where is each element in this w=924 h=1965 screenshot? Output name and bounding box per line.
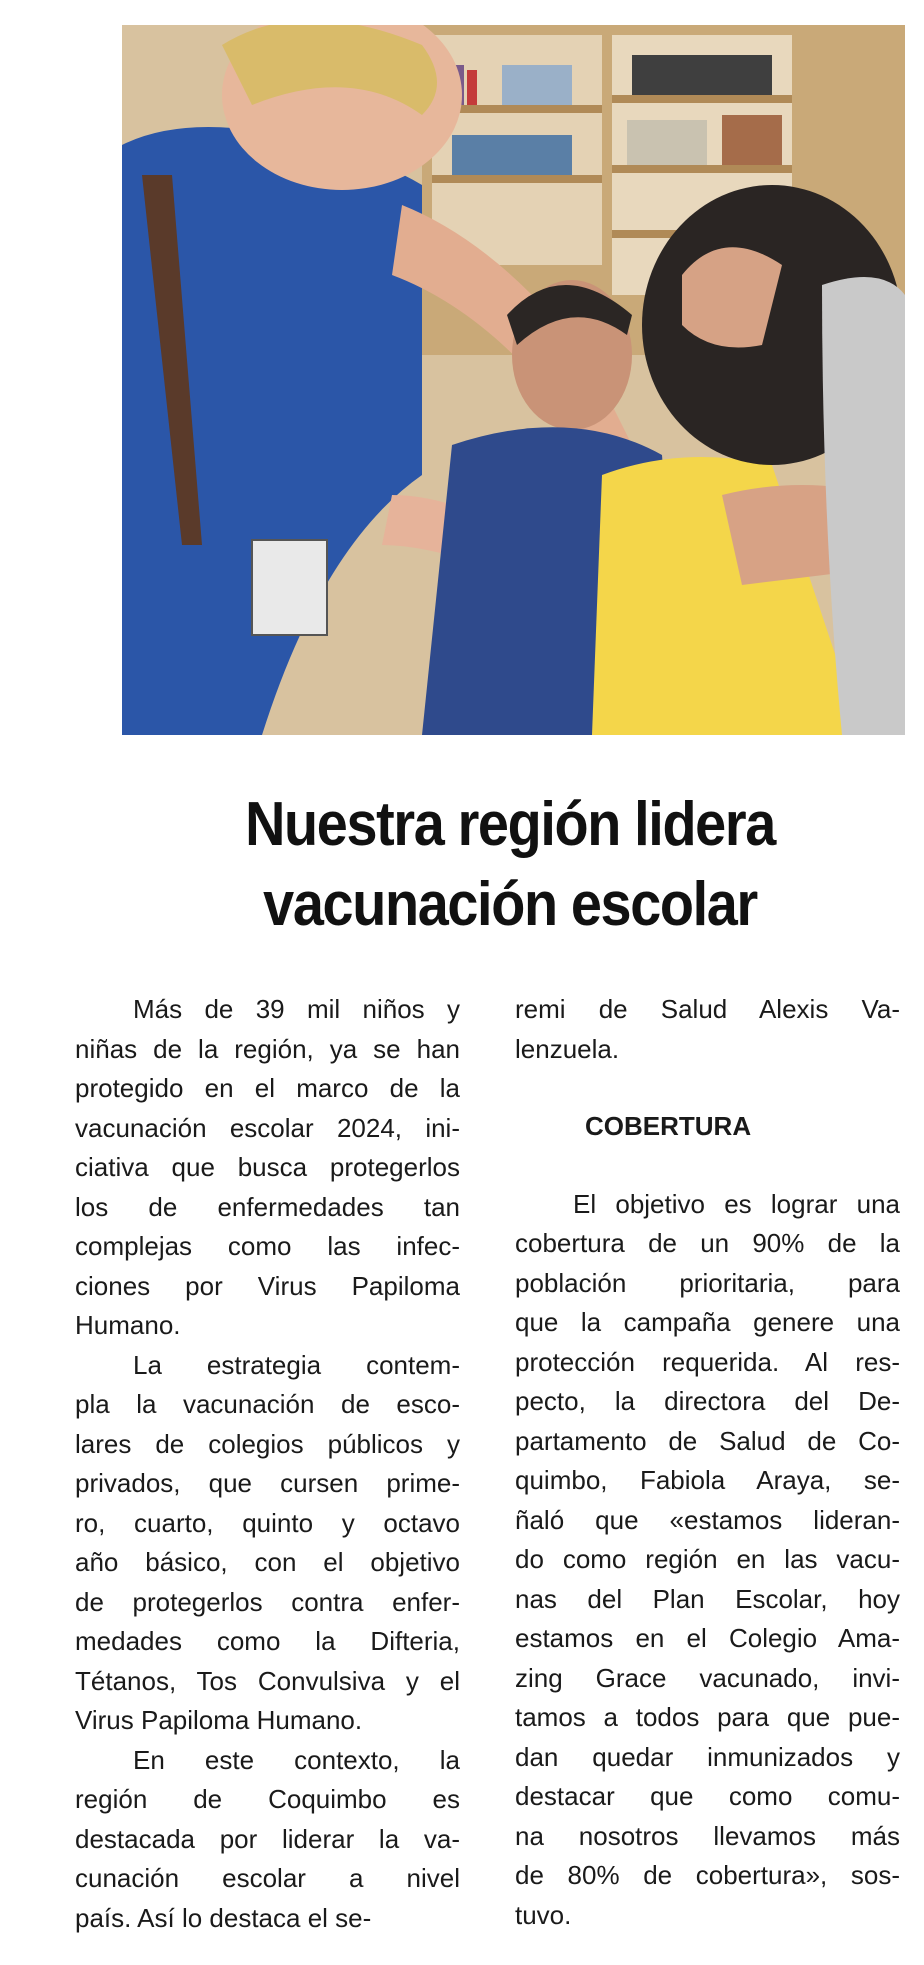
text-line: cobertura de un 90% de la	[515, 1228, 900, 1258]
left-column	[75, 990, 460, 1938]
text-line: ro, cuarto, quinto y octavo	[75, 1507, 460, 1538]
text-line: año básico, con el objetivo	[75, 1547, 460, 1577]
text-line: na nosotros llevamos más	[515, 1820, 900, 1851]
headline-line-1: Nuestra región lidera	[245, 790, 775, 859]
text-line: do como región en las vacu-	[515, 1544, 900, 1574]
text-line: destacada por liderar la va-	[75, 1823, 460, 1854]
text-line: tuvo.	[515, 1899, 572, 1930]
text-line: población prioritaria, para	[515, 1267, 900, 1298]
text-line: nas del Plan Escolar, hoy	[515, 1583, 900, 1614]
text-line: vacunación escolar 2024, ini-	[75, 1112, 460, 1143]
text-line: remi de Salud Alexis Va-	[515, 994, 900, 1024]
paragraph-continued	[515, 990, 900, 1069]
text-line: Más de 39 mil niños y	[133, 994, 460, 1024]
text-line: región de Coquimbo es	[75, 1784, 460, 1814]
text-line: pecto, la directora del De-	[515, 1386, 900, 1416]
vaccination-photo	[122, 25, 905, 735]
text-line: lares de colegios públicos y	[75, 1428, 460, 1459]
paragraph-strategy	[75, 1346, 460, 1741]
headline	[105, 785, 915, 945]
paragraph-context	[75, 1741, 460, 1939]
text-line: ciativa que busca protegerlos	[75, 1152, 460, 1182]
right-column	[515, 990, 900, 1935]
paragraph-intro	[75, 990, 460, 1346]
text-line: protegido en el marco de la	[75, 1073, 460, 1103]
text-line: Virus Papiloma Humano.	[75, 1705, 363, 1735]
subhead-cobertura: COBERTURA	[585, 1111, 752, 1141]
photo-illustration	[122, 25, 905, 735]
text-line: de 80% de cobertura», sos-	[515, 1860, 900, 1890]
text-line: de protegerlos contra enfer-	[75, 1586, 460, 1617]
text-line: Tétanos, Tos Convulsiva y el	[75, 1665, 460, 1696]
text-line: En este contexto, la	[133, 1744, 460, 1775]
text-line: medades como la Difteria,	[75, 1626, 460, 1656]
text-line: cunación escolar a nivel	[75, 1863, 460, 1893]
paragraph-cobertura	[515, 1185, 900, 1936]
text-line: lenzuela.	[515, 1033, 620, 1064]
text-line: país. Así lo destaca el se-	[75, 1902, 372, 1933]
text-line: partamento de Salud de Co-	[515, 1425, 900, 1456]
text-line: quimbo, Fabiola Araya, se-	[515, 1465, 900, 1495]
text-line: privados, que cursen prime-	[75, 1468, 460, 1498]
text-line: El objetivo es lograr una	[573, 1188, 900, 1219]
headline-line-2: vacunación escolar	[263, 870, 757, 939]
text-line: ciones por Virus Papiloma	[75, 1270, 460, 1301]
text-line: ñaló que «estamos lideran-	[515, 1504, 900, 1535]
text-line: pla la vacunación de esco-	[75, 1389, 460, 1419]
text-line: complejas como las infec-	[75, 1231, 460, 1261]
text-line: Humano.	[75, 1310, 181, 1340]
text-line: dan quedar inmunizados y	[515, 1741, 900, 1772]
text-line: La estrategia contem-	[133, 1349, 460, 1380]
text-line: niñas de la región, ya se han	[75, 1033, 460, 1064]
text-line: que la campaña genere una	[515, 1307, 900, 1337]
text-line: zing Grace vacunado, invi-	[515, 1662, 900, 1693]
text-line: destacar que como comu-	[515, 1781, 900, 1811]
text-line: protección requerida. Al res-	[515, 1346, 900, 1377]
text-line: tamos a todos para que pue-	[515, 1702, 900, 1732]
text-line: los de enfermedades tan	[75, 1191, 460, 1222]
text-line: estamos en el Colegio Ama-	[515, 1623, 900, 1653]
